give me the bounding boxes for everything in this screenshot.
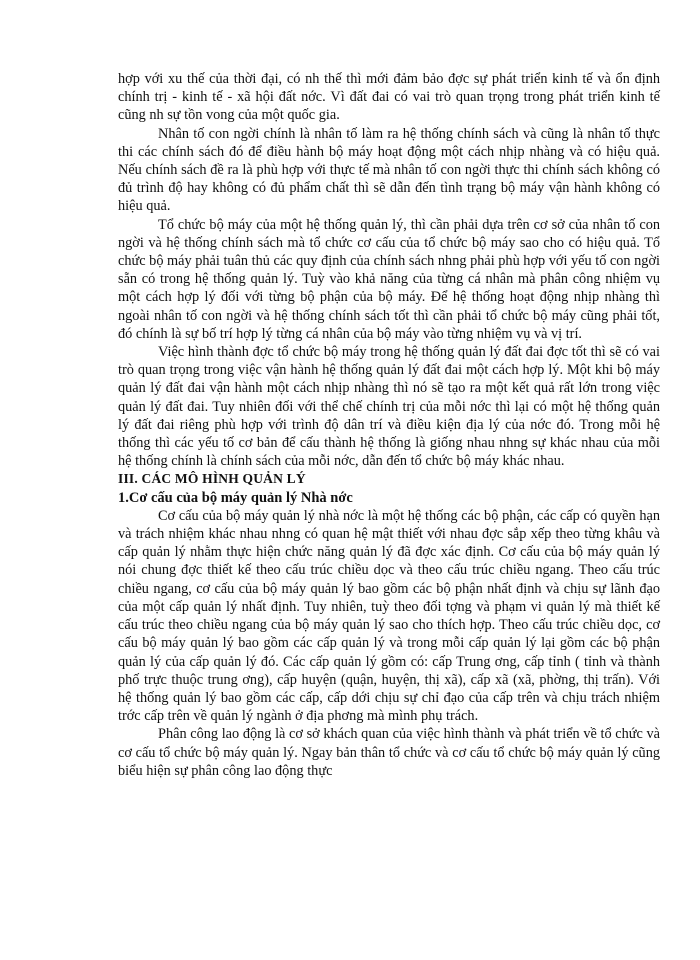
paragraph-land-management: Việc hình thành đợc tổ chức bộ máy trong hệ thống quản lý đất đai đợc tốt thì sẽ có vai trò quan trọng trong việc vận hành hệ thống quản lý đất đai một cách hợp lý. Một khi bộ máy quản lý đất đai vận hành một cách nhịp nhàng thì nó sẽ tạo ra một kết quả rất lớn trong việc quản lý đất đai. Tuy nhiên đối với thể chế chính trị của mỗi nớc thì lại có một hệ thống quản lý đất đai riêng phù hợp với trình độ dân trí và điều kiện địa lý của nớc đó. Trong mỗi hệ thống thì các yếu tố cơ bản để cấu thành hệ thống là giống nhau nhng sự khác nhau của mỗi hệ thống chính là chính sách của mỗi nớc, dẫn đến tổ chức bộ máy khác nhau. [118, 344, 660, 470]
section-heading: III. CÁC MÔ HÌNH QUẢN LÝ [118, 471, 306, 487]
paragraph-organization: Tổ chức bộ máy của một hệ thống quản lý, thì cần phải dựa trên cơ sở của nhân tố con ngời và hệ thống chính sách mà tổ chức cơ cấu của tổ chức bộ máy sao cho có hiệu quả. Tổ chức bộ máy phải tuân thủ các quy định của chính sách nhng phải phù hợp với yếu tố con ngời sẵn có trong hệ thống quản lý. Tuỳ vào khả năng của từng cá nhân mà phân công nhiệm vụ một cách hợp lý đối với từng bộ phận của bộ máy. Để hệ thống hoạt động nhịp nhàng thì ngoài nhân tố con ngời và hệ thống chính sách tốt thì cần phải tổ chức bộ máy cũng phải tốt, đó chính là sự bố trí hợp lý từng cá nhân của bộ máy vào từng nhiệm vụ và vị trí. [118, 216, 660, 342]
subsection-heading: 1.Cơ cấu của bộ máy quản lý Nhà nớc [118, 489, 353, 506]
paragraph-human-factor: Nhân tố con ngời chính là nhân tố làm ra hệ thống chính sách và cũng là nhân tố thực thi các chính sách đó để điều hành bộ máy hoạt động một cách nhịp nhàng và có hiệu quả. Nếu chính sách đề ra là phù hợp với thực tế mà nhân tố con ngời thực thi chính sách không có đủ trình độ hay không có đủ phẩm chất thì sẽ dẫn đến tình trạng bộ máy vận hành không có hiệu quả. [118, 125, 660, 215]
document-body [118, 70, 660, 780]
paragraph-structure: Cơ cấu của bộ máy quản lý nhà nớc là một hệ thống các bộ phận, các cấp có quyền hạn và trách nhiệm khác nhau nhng có quan hệ mật thiết với nhau đợc sắp xếp theo từng khâu và cấp quản lý nhằm thực hiện chức năng quản lý đã đợc xác định. Cơ cấu của bộ máy quản lý nói chung đợc thiết kế theo cấu trúc chiều dọc và theo cấu trúc chiều ngang. Theo cấu trúc chiều ngang, cơ cấu của bộ máy quản lý bao gồm các bộ phận nhất định và chịu sự lãnh đạo của một cấp quản lý nhất định. Tuy nhiên, tuỳ theo đối tợng và phạm vi quản lý mà thiết kế cấu trúc theo chiều ngang của bộ máy quản lý sao cho thích hợp. Theo cấu trúc chiều dọc, cơ cấu bộ máy quản lý bao gồm các cấp quản lý và trong mỗi cấp quản lý lại gồm các bộ phận quản lý của cấp quản lý đó. Các cấp quản lý gồm có: cấp Trung ơng, cấp tỉnh ( tỉnh và thành phố trực thuộc trung ơng), cấp huyện (quận, huyện, thị xã), cấp xã (xã, phờng, thị trấn). Với hệ thống quản lý bao gồm các cấp, cấp dới chịu sự chỉ đạo của cấp trên và chịu trách nhiệm trớc cấp trên về quản lý ngành ở địa phơng mà mình phụ trách. [118, 507, 660, 725]
paragraph-continuation: hợp với xu thế của thời đại, có nh thế thì mới đảm bảo đợc sự phát triển kinh tế và ổn định chính trị - kinh tế - xã hội đất nớc. Vì đất đai có vai trò quan trọng trong phát triển kinh tế cũng nh sự tồn vong của một quốc gia. [118, 71, 660, 124]
paragraph-labor-division: Phân công lao động là cơ sở khách quan của việc hình thành và phát triển về tổ chức và cơ cấu tổ chức bộ máy quản lý. Ngay bản thân tổ chức và cơ cấu tổ chức bộ máy quản lý cũng biểu hiện sự phân công lao động thực [118, 726, 660, 779]
